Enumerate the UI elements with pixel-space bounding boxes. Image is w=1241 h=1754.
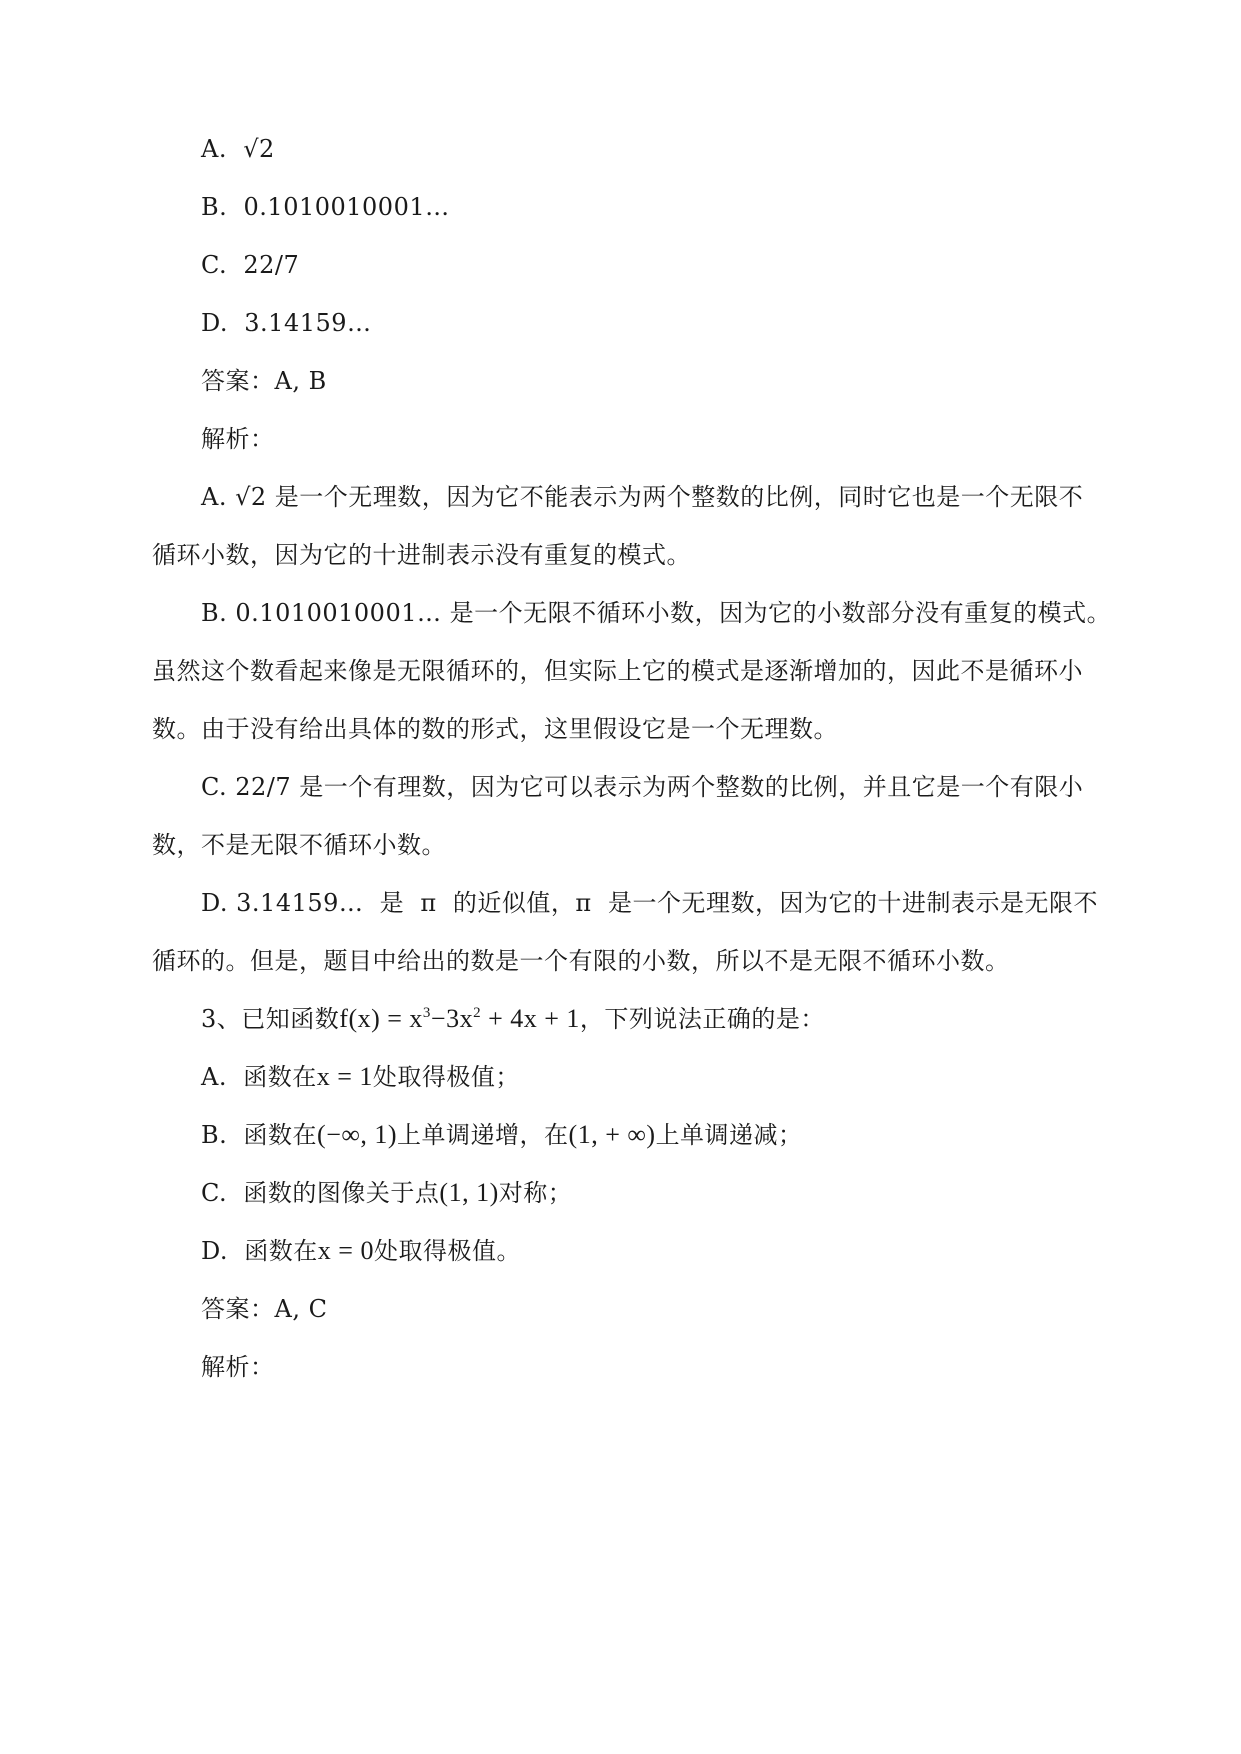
option-c-rest: 对称； bbox=[498, 1179, 573, 1207]
function-middle-term: −3x bbox=[430, 1004, 474, 1033]
option-a-label: A. 函数在 bbox=[201, 1063, 317, 1091]
answer-line-2: 答案：A, C bbox=[201, 1295, 328, 1323]
question-3-option-c bbox=[201, 1178, 572, 1208]
option-b-interval-2: (1, + ∞) bbox=[568, 1120, 656, 1149]
explanation-d-line-2: 循环的。但是，题目中给出的数是一个有限的小数，所以不是无限不循环小数。 bbox=[152, 947, 1010, 975]
option-d-pi-approx: D. 3.14159… bbox=[201, 309, 372, 337]
option-b-rest: 上单调递减； bbox=[655, 1121, 803, 1149]
explanation-c-line-1: C. 22/7 是一个有理数，因为它可以表示为两个整数的比例，并且它是一个有限小 bbox=[201, 773, 1084, 801]
option-b-middle: 上单调递增，在 bbox=[397, 1121, 569, 1149]
exponent-2: 2 bbox=[473, 1005, 482, 1021]
exponent-3: 3 bbox=[422, 1005, 431, 1021]
question-3-stem bbox=[201, 1004, 825, 1034]
question-3-option-a bbox=[201, 1062, 520, 1092]
option-c-point: (1, 1) bbox=[439, 1178, 499, 1207]
analysis-heading-2: 解析： bbox=[201, 1353, 275, 1381]
question-3-option-b bbox=[201, 1120, 803, 1150]
explanation-b-line-1: B. 0.1010010001… 是一个无限不循环小数，因为它的小数部分没有重复的模式。 bbox=[201, 599, 1112, 627]
function-expression bbox=[339, 1004, 580, 1033]
option-d-rest: 处取得极值。 bbox=[373, 1237, 521, 1265]
function-lhs: f(x) = x bbox=[339, 1004, 423, 1033]
option-a-sqrt2: A. √2 bbox=[201, 135, 275, 163]
option-a-math: x = 1 bbox=[316, 1062, 373, 1091]
explanation-b-line-3: 数。由于没有给出具体的数的形式，这里假设它是一个无理数。 bbox=[152, 715, 838, 743]
option-a-rest: 处取得极值； bbox=[372, 1063, 520, 1091]
question-3-suffix: ，下列说法正确的是： bbox=[579, 1005, 825, 1033]
option-b-label: B. 函数在 bbox=[201, 1121, 318, 1149]
option-b-interval-1: (−∞, 1) bbox=[317, 1120, 398, 1149]
explanation-a-line-1: A. √2 是一个无理数，因为它不能表示为两个整数的比例，同时它也是一个无限不 bbox=[201, 483, 1084, 511]
explanation-b-line-2: 虽然这个数看起来像是无限循环的，但实际上它的模式是逐渐增加的，因此不是循环小 bbox=[152, 657, 1083, 685]
option-c-fraction: C. 22/7 bbox=[201, 251, 300, 279]
option-c-label: C. 函数的图像关于点 bbox=[201, 1179, 440, 1207]
question-3-option-d bbox=[201, 1236, 521, 1266]
question-3-prefix: 3、已知函数 bbox=[201, 1005, 340, 1033]
explanation-d-line-1: D. 3.14159… 是 π 的近似值，π 是一个无理数，因为它的十进制表示是无限不 bbox=[201, 889, 1098, 917]
option-d-label: D. 函数在 bbox=[201, 1237, 318, 1265]
analysis-heading: 解析： bbox=[201, 425, 275, 453]
answer-line: 答案：A, B bbox=[201, 367, 327, 395]
explanation-c-line-2: 数，不是无限不循环小数。 bbox=[152, 831, 446, 859]
option-b-decimal: B. 0.1010010001… bbox=[201, 193, 450, 221]
function-tail-terms: + 4x + 1 bbox=[481, 1004, 580, 1033]
option-d-math: x = 0 bbox=[317, 1236, 374, 1265]
explanation-a-line-2: 循环小数，因为它的十进制表示没有重复的模式。 bbox=[152, 541, 691, 569]
